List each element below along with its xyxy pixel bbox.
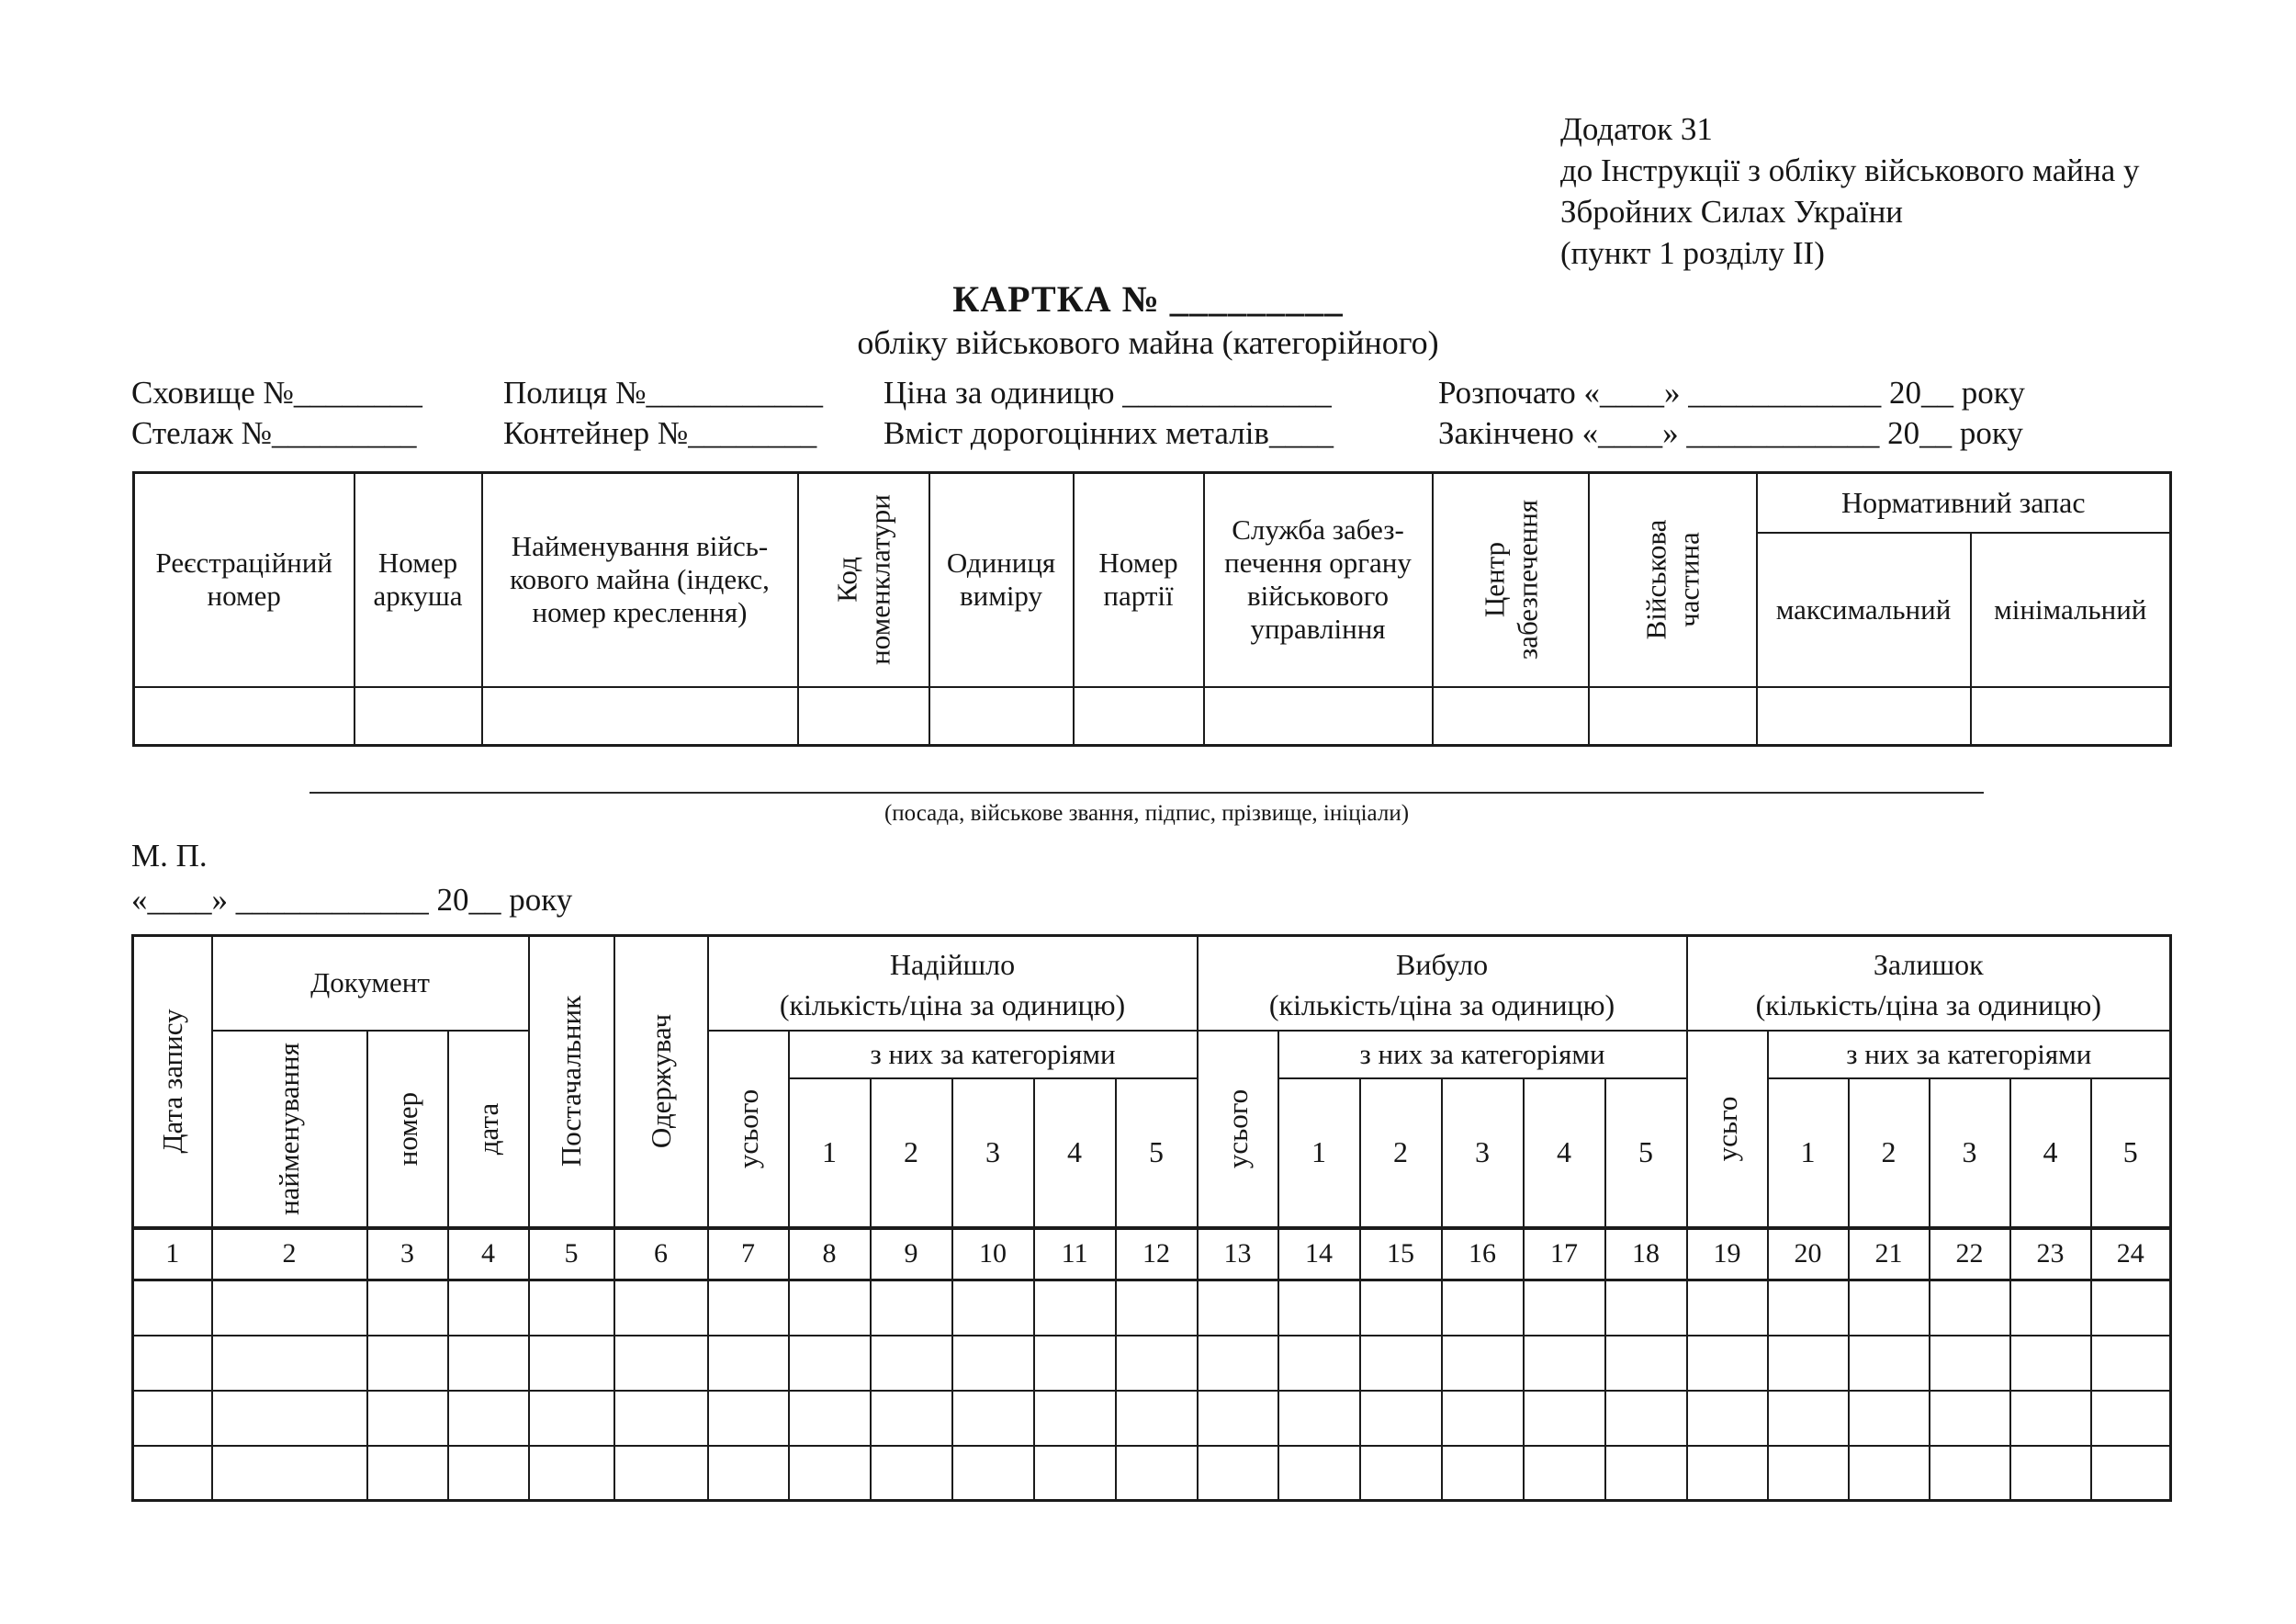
category-number: 3	[1930, 1078, 2010, 1228]
col-record-date: Дата запису	[133, 936, 212, 1228]
empty-cell	[367, 1446, 448, 1501]
seal-mark: М. П.	[131, 838, 208, 874]
empty-cell	[1524, 1446, 1605, 1501]
field-shelf: Полиця №___________	[503, 375, 823, 411]
signature-caption: (посада, військове звання, підпис, прізвище, ініціали)	[884, 801, 1410, 826]
column-number: 4	[448, 1228, 529, 1280]
empty-cell	[1360, 1280, 1442, 1336]
field-container: Контейнер №________	[503, 415, 817, 451]
empty-cell	[1360, 1446, 1442, 1501]
col-supplier: Постачальник	[529, 936, 614, 1228]
empty-cell	[1074, 687, 1204, 746]
col-balance-by-category: з них за категоріями	[1768, 1031, 2171, 1078]
empty-cell	[448, 1391, 529, 1446]
empty-cell	[2091, 1336, 2171, 1391]
empty-cell	[1204, 687, 1433, 746]
table-header-row	[133, 936, 2171, 1031]
column-number: 8	[789, 1228, 871, 1280]
col-balance-group: Залишок (кількість/ціна за одиницю)	[1687, 936, 2171, 1031]
empty-cell	[1442, 1391, 1524, 1446]
title-text: КАРТКА №	[952, 278, 1160, 320]
field-precious-metals: Вміст дорогоцінних металів____	[884, 415, 1334, 451]
empty-cell	[2010, 1446, 2091, 1501]
column-number: 18	[1605, 1228, 1687, 1280]
column-number: 14	[1278, 1228, 1360, 1280]
title-number-blank: _________	[1169, 278, 1344, 320]
empty-cell	[1034, 1391, 1116, 1446]
empty-cell	[1605, 1391, 1687, 1446]
col-supply-service: Служба забез-печення органу військового управління	[1204, 473, 1433, 687]
empty-cell	[1198, 1446, 1278, 1501]
empty-cell	[448, 1336, 529, 1391]
category-number: 4	[1524, 1078, 1605, 1228]
empty-cell	[529, 1446, 614, 1501]
col-received-total: усього	[708, 1031, 789, 1228]
col-doc-date: дата	[448, 1031, 529, 1228]
page-subtitle: обліку військового майна (категорійного)	[857, 324, 1439, 361]
col-military-unit: Військова частина	[1589, 473, 1757, 687]
empty-cell	[871, 1391, 952, 1446]
empty-cell	[1768, 1446, 1849, 1501]
empty-cell	[1198, 1391, 1278, 1446]
empty-cell	[614, 1446, 708, 1501]
empty-cell	[1757, 687, 1971, 746]
empty-cell	[2091, 1446, 2171, 1501]
col-batch-number: Номер партії	[1074, 473, 1204, 687]
empty-cell	[529, 1336, 614, 1391]
empty-cell	[1971, 687, 2171, 746]
empty-cell	[133, 1336, 212, 1391]
col-item-name: Найменування війсь-кового майна (індекс, номер креслення)	[482, 473, 798, 687]
category-number: 2	[871, 1078, 952, 1228]
category-number: 2	[1360, 1078, 1442, 1228]
empty-cell	[212, 1446, 367, 1501]
column-number: 13	[1198, 1228, 1278, 1280]
column-number: 21	[1849, 1228, 1930, 1280]
appendix-line: (пункт 1 розділу ІІ)	[1560, 235, 1825, 271]
empty-cell	[2091, 1280, 2171, 1336]
empty-cell	[708, 1446, 789, 1501]
empty-cell	[1198, 1336, 1278, 1391]
empty-cell	[614, 1336, 708, 1391]
empty-cell	[1524, 1280, 1605, 1336]
empty-cell	[133, 1280, 212, 1336]
col-min: мінімальний	[1971, 533, 2171, 687]
col-received-group: Надійшло (кількість/ціна за одиницю)	[708, 936, 1198, 1031]
empty-cell	[1360, 1391, 1442, 1446]
empty-cell	[871, 1446, 952, 1501]
empty-cell	[1442, 1446, 1524, 1501]
column-number: 5	[529, 1228, 614, 1280]
table-row	[133, 1336, 2171, 1391]
field-unit-price: Ціна за одиницю _____________	[884, 375, 1332, 411]
col-measure-unit: Одиниця виміру	[929, 473, 1074, 687]
column-number: 23	[2010, 1228, 2091, 1280]
column-number: 9	[871, 1228, 952, 1280]
column-number: 6	[614, 1228, 708, 1280]
empty-cell	[1524, 1336, 1605, 1391]
empty-cell	[871, 1336, 952, 1391]
field-started: Розпочато «____» ____________ 20__ року	[1438, 375, 2025, 411]
category-number: 5	[1116, 1078, 1198, 1228]
empty-cell	[952, 1446, 1034, 1501]
empty-cell	[1116, 1280, 1198, 1336]
empty-cell	[1278, 1280, 1360, 1336]
empty-cell	[133, 1391, 212, 1446]
empty-cell	[789, 1336, 871, 1391]
empty-cell	[789, 1280, 871, 1336]
column-number: 22	[1930, 1228, 2010, 1280]
empty-cell	[614, 1391, 708, 1446]
table-header-row	[133, 1031, 2171, 1078]
empty-cell	[798, 687, 929, 746]
table-header-row	[134, 473, 2171, 533]
col-max: максимальний	[1757, 533, 1971, 687]
empty-cell	[1442, 1336, 1524, 1391]
col-issued-total: усього	[1198, 1031, 1278, 1228]
col-registration-number: Реєстраційний номер	[134, 473, 355, 687]
empty-cell	[1930, 1280, 2010, 1336]
column-number: 2	[212, 1228, 367, 1280]
col-doc-name: найменування	[212, 1031, 367, 1228]
empty-cell	[482, 687, 798, 746]
empty-cell	[871, 1280, 952, 1336]
category-number: 5	[1605, 1078, 1687, 1228]
field-rack: Стелаж №_________	[131, 415, 417, 451]
empty-cell	[1034, 1336, 1116, 1391]
table-row	[133, 1446, 2171, 1501]
appendix-line: до Інструкції з обліку військового майна у	[1560, 152, 2140, 188]
appendix-note	[1560, 108, 2140, 274]
empty-cell	[1034, 1280, 1116, 1336]
page-title	[0, 277, 2296, 321]
col-doc-number: номер	[367, 1031, 448, 1228]
empty-cell	[1360, 1336, 1442, 1391]
appendix-line: Збройних Силах України	[1560, 194, 1904, 230]
empty-cell	[212, 1391, 367, 1446]
category-number: 3	[952, 1078, 1034, 1228]
empty-cell	[1524, 1391, 1605, 1446]
col-normative-stock: Нормативний запас	[1757, 473, 2171, 533]
empty-cell	[212, 1336, 367, 1391]
column-number: 1	[133, 1228, 212, 1280]
column-number-row	[133, 1228, 2171, 1280]
empty-cell	[448, 1280, 529, 1336]
empty-cell	[367, 1391, 448, 1446]
empty-cell	[367, 1336, 448, 1391]
empty-cell	[529, 1280, 614, 1336]
col-supply-center: Центр забезпечення	[1433, 473, 1589, 687]
column-number: 10	[952, 1228, 1034, 1280]
column-number: 24	[2091, 1228, 2171, 1280]
signature-date: «____» ____________ 20__ року	[131, 882, 573, 918]
empty-cell	[1605, 1280, 1687, 1336]
field-storage: Сховище №________	[131, 375, 422, 411]
col-issued-by-category: з них за категоріями	[1278, 1031, 1687, 1078]
empty-cell	[708, 1336, 789, 1391]
empty-cell	[2010, 1336, 2091, 1391]
empty-cell	[1687, 1336, 1768, 1391]
category-number: 4	[1034, 1078, 1116, 1228]
empty-cell	[1687, 1446, 1768, 1501]
empty-cell	[614, 1280, 708, 1336]
empty-cell	[134, 687, 355, 746]
col-receiver: Одержувач	[614, 936, 708, 1228]
column-number: 3	[367, 1228, 448, 1280]
empty-cell	[1116, 1391, 1198, 1446]
empty-cell	[367, 1280, 448, 1336]
empty-cell	[1768, 1391, 1849, 1446]
empty-cell	[355, 687, 482, 746]
empty-cell	[529, 1391, 614, 1446]
appendix-line: Додаток 31	[1560, 111, 1713, 147]
empty-cell	[929, 687, 1074, 746]
empty-cell	[1849, 1446, 1930, 1501]
table-row	[133, 1391, 2171, 1446]
empty-cell	[789, 1446, 871, 1501]
empty-cell	[2091, 1391, 2171, 1446]
empty-cell	[952, 1391, 1034, 1446]
empty-cell	[1930, 1391, 2010, 1446]
empty-cell	[2010, 1391, 2091, 1446]
col-nomenclature-code: Код номенклатури	[798, 473, 929, 687]
property-card-table	[132, 471, 2172, 747]
empty-cell	[1433, 687, 1589, 746]
col-sheet-number: Номер аркуша	[355, 473, 482, 687]
empty-cell	[1278, 1446, 1360, 1501]
empty-cell	[1930, 1446, 2010, 1501]
empty-cell	[1687, 1280, 1768, 1336]
empty-cell	[952, 1280, 1034, 1336]
column-number: 15	[1360, 1228, 1442, 1280]
empty-cell	[212, 1280, 367, 1336]
col-balance-total: усьго	[1687, 1031, 1768, 1228]
col-received-by-category: з них за категоріями	[789, 1031, 1198, 1078]
empty-cell	[1589, 687, 1757, 746]
empty-cell	[952, 1336, 1034, 1391]
category-number: 3	[1442, 1078, 1524, 1228]
column-number: 7	[708, 1228, 789, 1280]
empty-cell	[1034, 1446, 1116, 1501]
empty-cell	[1605, 1336, 1687, 1391]
empty-cell	[1768, 1336, 1849, 1391]
column-number: 16	[1442, 1228, 1524, 1280]
category-number: 4	[2010, 1078, 2091, 1228]
column-number: 11	[1034, 1228, 1116, 1280]
column-number: 17	[1524, 1228, 1605, 1280]
empty-cell	[1116, 1336, 1198, 1391]
category-number: 1	[1768, 1078, 1849, 1228]
col-document-group: Документ	[212, 936, 529, 1031]
col-issued-group: Вибуло (кількість/ціна за одиницю)	[1198, 936, 1687, 1031]
field-finished: Закінчено «____» ____________ 20__ року	[1438, 415, 2023, 451]
empty-cell	[1849, 1391, 1930, 1446]
empty-cell	[1768, 1280, 1849, 1336]
empty-cell	[1687, 1391, 1768, 1446]
category-number: 1	[789, 1078, 871, 1228]
table-row	[134, 687, 2171, 746]
empty-cell	[708, 1280, 789, 1336]
empty-cell	[1442, 1280, 1524, 1336]
empty-cell	[2010, 1280, 2091, 1336]
empty-cell	[1930, 1336, 2010, 1391]
signature-line	[310, 792, 1984, 794]
empty-cell	[789, 1391, 871, 1446]
empty-cell	[448, 1446, 529, 1501]
movement-record-table	[131, 934, 2172, 1502]
empty-cell	[133, 1446, 212, 1501]
category-number: 1	[1278, 1078, 1360, 1228]
empty-cell	[1605, 1446, 1687, 1501]
column-number: 20	[1768, 1228, 1849, 1280]
category-number: 5	[2091, 1078, 2171, 1228]
empty-cell	[1116, 1446, 1198, 1501]
empty-cell	[1278, 1336, 1360, 1391]
column-number: 19	[1687, 1228, 1768, 1280]
table-row	[133, 1280, 2171, 1336]
empty-cell	[1849, 1336, 1930, 1391]
empty-cell	[1849, 1280, 1930, 1336]
empty-cell	[1198, 1280, 1278, 1336]
category-number: 2	[1849, 1078, 1930, 1228]
empty-cell	[708, 1391, 789, 1446]
empty-cell	[1278, 1391, 1360, 1446]
column-number: 12	[1116, 1228, 1198, 1280]
